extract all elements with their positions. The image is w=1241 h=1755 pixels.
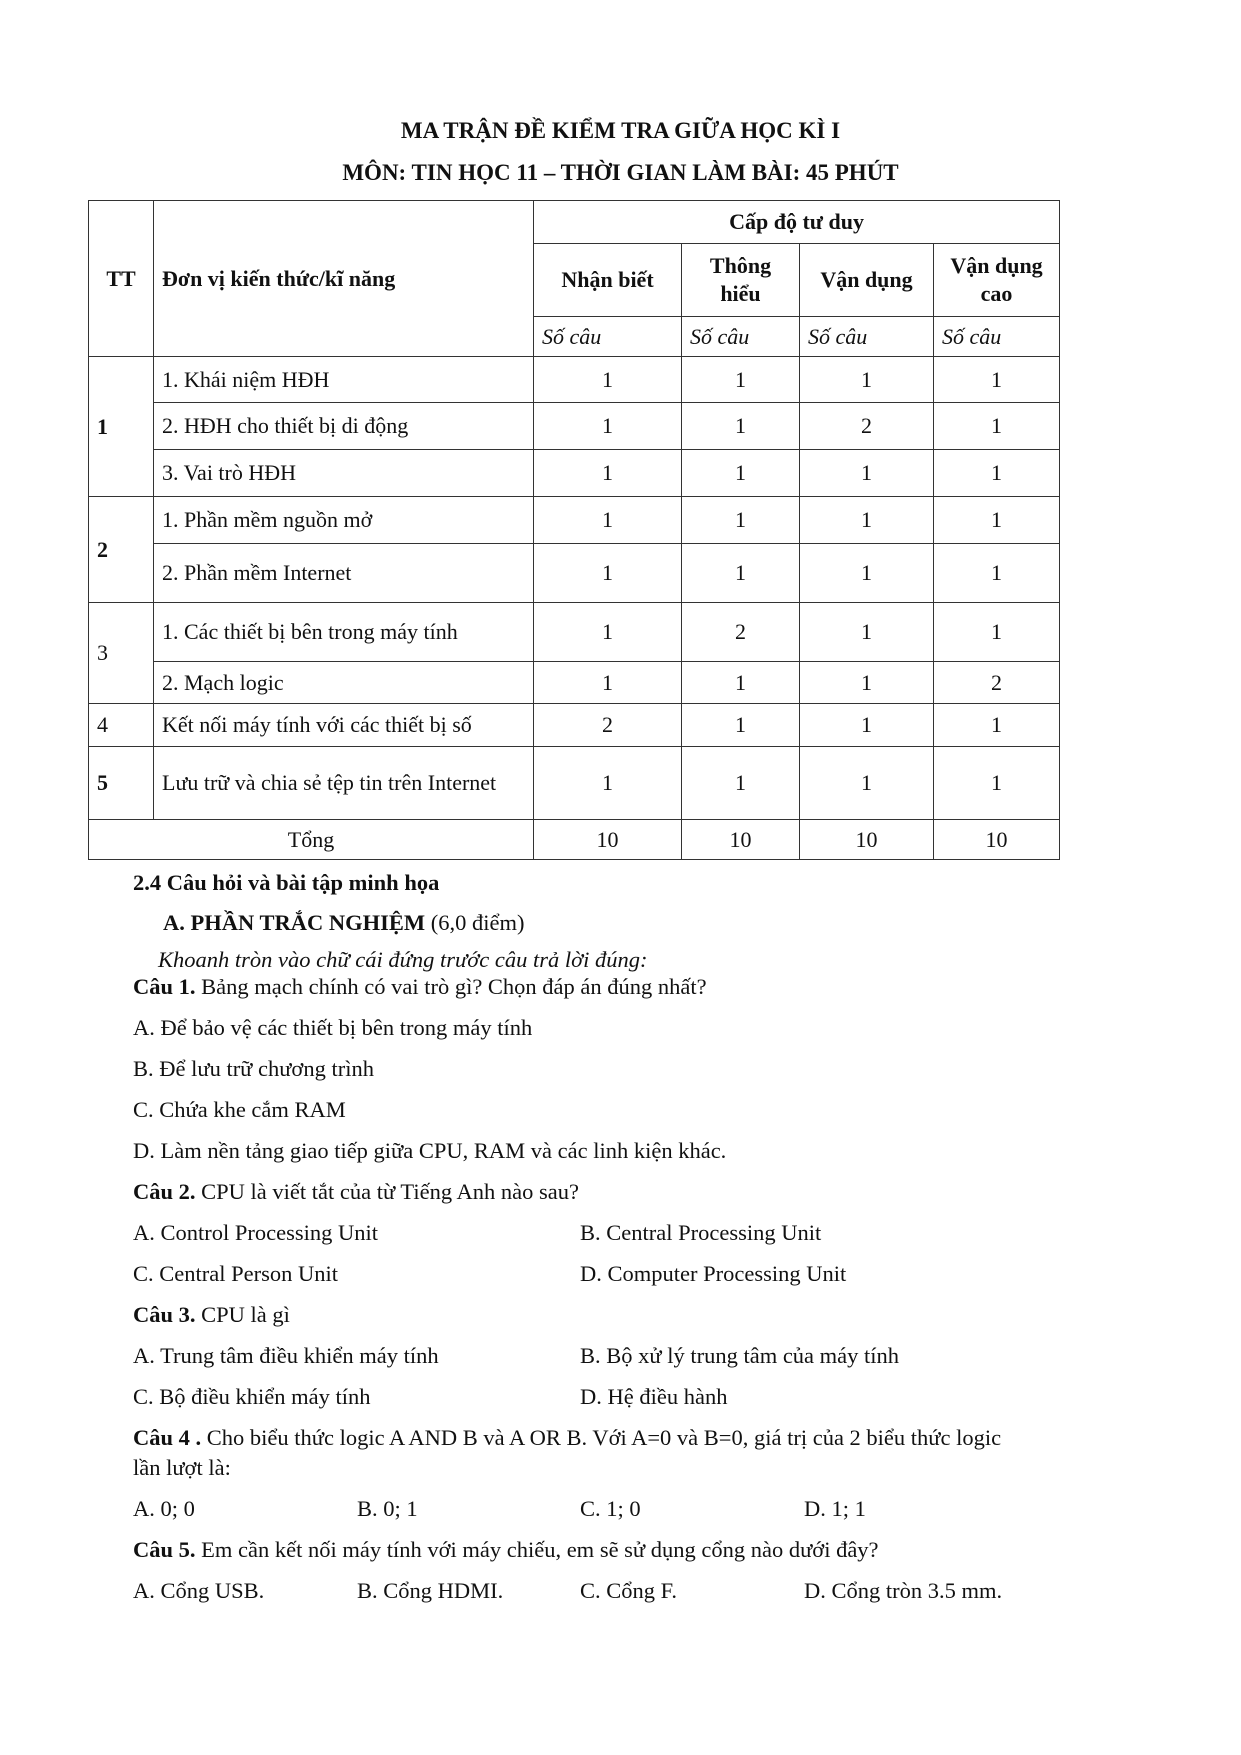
- question-text: Cho biểu thức logic A AND B và A OR B. Với A=0 và B=0, giá trị của 2 biểu thức logic: [201, 1425, 1002, 1450]
- cell-value: 1: [682, 662, 800, 704]
- total-value: 10: [934, 820, 1060, 860]
- header-level-understand: Thông hiểu: [682, 244, 800, 317]
- option: C. Bộ điều khiển máy tính: [133, 1384, 371, 1409]
- cell-value: 1: [934, 403, 1060, 450]
- subheader-count: Số câu: [800, 317, 934, 357]
- row-tt: 3: [89, 603, 154, 704]
- part-a-heading: [163, 910, 524, 936]
- cell-value: 1: [534, 747, 682, 820]
- cell-value: 1: [534, 662, 682, 704]
- option: A. Để bảo vệ các thiết bị bên trong máy tính: [133, 1015, 533, 1040]
- cell-value: 2: [800, 403, 934, 450]
- total-value: 10: [534, 820, 682, 860]
- row-unit: 3. Vai trò HĐH: [154, 450, 534, 497]
- cell-value: 1: [682, 497, 800, 544]
- option: C. Central Person Unit: [133, 1261, 338, 1286]
- option: D. Làm nền tảng giao tiếp giữa CPU, RAM và các linh kiện khác.: [133, 1138, 727, 1163]
- total-value: 10: [682, 820, 800, 860]
- header-level-apply-high: Vận dụng cao: [934, 244, 1060, 317]
- option: A. 0; 0: [133, 1496, 195, 1521]
- total-row: [89, 820, 1060, 860]
- table-row: [89, 662, 1060, 704]
- cell-value: 2: [934, 662, 1060, 704]
- table-row: [89, 403, 1060, 450]
- question-label: Câu 2.: [133, 1179, 196, 1204]
- table-row: [89, 603, 1060, 662]
- question-label: Câu 4 .: [133, 1425, 202, 1450]
- option: D. Computer Processing Unit: [580, 1261, 847, 1286]
- option: D. Cổng tròn 3.5 mm.: [804, 1578, 1003, 1603]
- question-4: [133, 1425, 1001, 1451]
- table-row: [89, 747, 1060, 820]
- cell-value: 1: [800, 704, 934, 747]
- total-value: 10: [800, 820, 934, 860]
- cell-value: 1: [534, 357, 682, 403]
- question-1: [133, 974, 707, 1000]
- header-level-apply: Vận dụng: [800, 244, 934, 317]
- cell-value: 1: [682, 450, 800, 497]
- cell-value: 1: [800, 747, 934, 820]
- cell-value: 1: [934, 357, 1060, 403]
- table-row: [89, 497, 1060, 544]
- cell-value: 1: [682, 403, 800, 450]
- header-tt: TT: [89, 201, 154, 357]
- cell-value: 1: [534, 450, 682, 497]
- option: A. Trung tâm điều khiển máy tính: [133, 1343, 439, 1368]
- cell-value: 1: [934, 450, 1060, 497]
- option: D. Hệ điều hành: [580, 1384, 728, 1409]
- cell-value: 1: [934, 544, 1060, 603]
- option: D. 1; 1: [804, 1496, 866, 1521]
- cell-value: 1: [800, 603, 934, 662]
- row-unit: Lưu trữ và chia sẻ tệp tin trên Internet: [154, 747, 534, 820]
- option: A. Cổng USB.: [133, 1578, 265, 1603]
- total-label: Tổng: [89, 820, 534, 860]
- row-tt: 5: [89, 747, 154, 820]
- option: C. Cổng F.: [580, 1578, 677, 1603]
- question-label: Câu 3.: [133, 1302, 196, 1327]
- option: B. Bộ xử lý trung tâm của máy tính: [580, 1343, 900, 1368]
- cell-value: 2: [534, 704, 682, 747]
- document-title: MA TRẬN ĐỀ KIỂM TRA GIỮA HỌC KÌ I: [400, 118, 841, 143]
- cell-value: 1: [800, 450, 934, 497]
- row-tt: 1: [89, 357, 154, 497]
- subheader-count: Số câu: [534, 317, 682, 357]
- row-unit: 2. Phần mềm Internet: [154, 544, 534, 603]
- option: C. 1; 0: [580, 1496, 641, 1521]
- row-unit: 2. HĐH cho thiết bị di động: [154, 403, 534, 450]
- header-level-group: Cấp độ tư duy: [534, 201, 1060, 244]
- row-unit: 1. Khái niệm HĐH: [154, 357, 534, 403]
- cell-value: 1: [534, 603, 682, 662]
- row-unit: 1. Các thiết bị bên trong máy tính: [154, 603, 534, 662]
- row-unit: 2. Mạch logic: [154, 662, 534, 704]
- cell-value: 1: [682, 747, 800, 820]
- cell-value: 1: [800, 497, 934, 544]
- question-2: [133, 1179, 579, 1205]
- question-text: CPU là viết tắt của từ Tiếng Anh nào sau?: [195, 1179, 579, 1204]
- question-text: Bảng mạch chính có vai trò gì? Chọn đáp án đúng nhất?: [195, 974, 707, 999]
- row-tt: 2: [89, 497, 154, 603]
- cell-value: 1: [800, 662, 934, 704]
- question-label: Câu 5.: [133, 1537, 196, 1562]
- cell-value: 1: [682, 544, 800, 603]
- table-row: [89, 450, 1060, 497]
- option: B. Để lưu trữ chương trình: [133, 1056, 374, 1081]
- header-level-recognize: Nhận biết: [534, 244, 682, 317]
- cell-value: 1: [682, 704, 800, 747]
- table-row: [89, 357, 1060, 403]
- option: B. Central Processing Unit: [580, 1220, 822, 1245]
- option: B. Cổng HDMI.: [357, 1578, 504, 1603]
- cell-value: 1: [934, 704, 1060, 747]
- cell-value: 1: [682, 357, 800, 403]
- question-text: CPU là gì: [195, 1302, 290, 1327]
- cell-value: 1: [534, 544, 682, 603]
- row-tt: 4: [89, 704, 154, 747]
- exam-matrix-table: [88, 200, 1060, 860]
- row-unit: Kết nối máy tính với các thiết bị số: [154, 704, 534, 747]
- row-unit: 1. Phần mềm nguồn mở: [154, 497, 534, 544]
- option: C. Chứa khe cắm RAM: [133, 1097, 346, 1122]
- document-subtitle: MÔN: TIN HỌC 11 – THỜI GIAN LÀM BÀI: 45 PHÚT: [342, 160, 899, 185]
- question-3: [133, 1302, 290, 1328]
- cell-value: 1: [534, 497, 682, 544]
- part-a-label: A. PHẦN TRẮC NGHIỆM: [163, 910, 426, 935]
- cell-value: 2: [682, 603, 800, 662]
- subheader-count: Số câu: [682, 317, 800, 357]
- option: A. Control Processing Unit: [133, 1220, 378, 1245]
- question-text: Em cần kết nối máy tính với máy chiếu, em sẽ sử dụng cổng nào dưới đây?: [195, 1537, 879, 1562]
- cell-value: 1: [934, 497, 1060, 544]
- table-row: [89, 704, 1060, 747]
- cell-value: 1: [934, 747, 1060, 820]
- instruction: Khoanh tròn vào chữ cái đứng trước câu trả lời đúng:: [158, 947, 648, 972]
- cell-value: 1: [934, 603, 1060, 662]
- section-heading: 2.4 Câu hỏi và bài tập minh họa: [133, 870, 440, 895]
- question-5: [133, 1537, 879, 1563]
- option: B. 0; 1: [357, 1496, 418, 1521]
- cell-value: 1: [800, 544, 934, 603]
- cell-value: 1: [800, 357, 934, 403]
- question-text-continued: lần lượt là:: [133, 1455, 231, 1480]
- question-label: Câu 1.: [133, 974, 196, 999]
- part-a-points: (6,0 điểm): [425, 910, 525, 935]
- subheader-count: Số câu: [934, 317, 1060, 357]
- table-row: [89, 544, 1060, 603]
- header-unit: Đơn vị kiến thức/kĩ năng: [154, 201, 534, 357]
- cell-value: 1: [534, 403, 682, 450]
